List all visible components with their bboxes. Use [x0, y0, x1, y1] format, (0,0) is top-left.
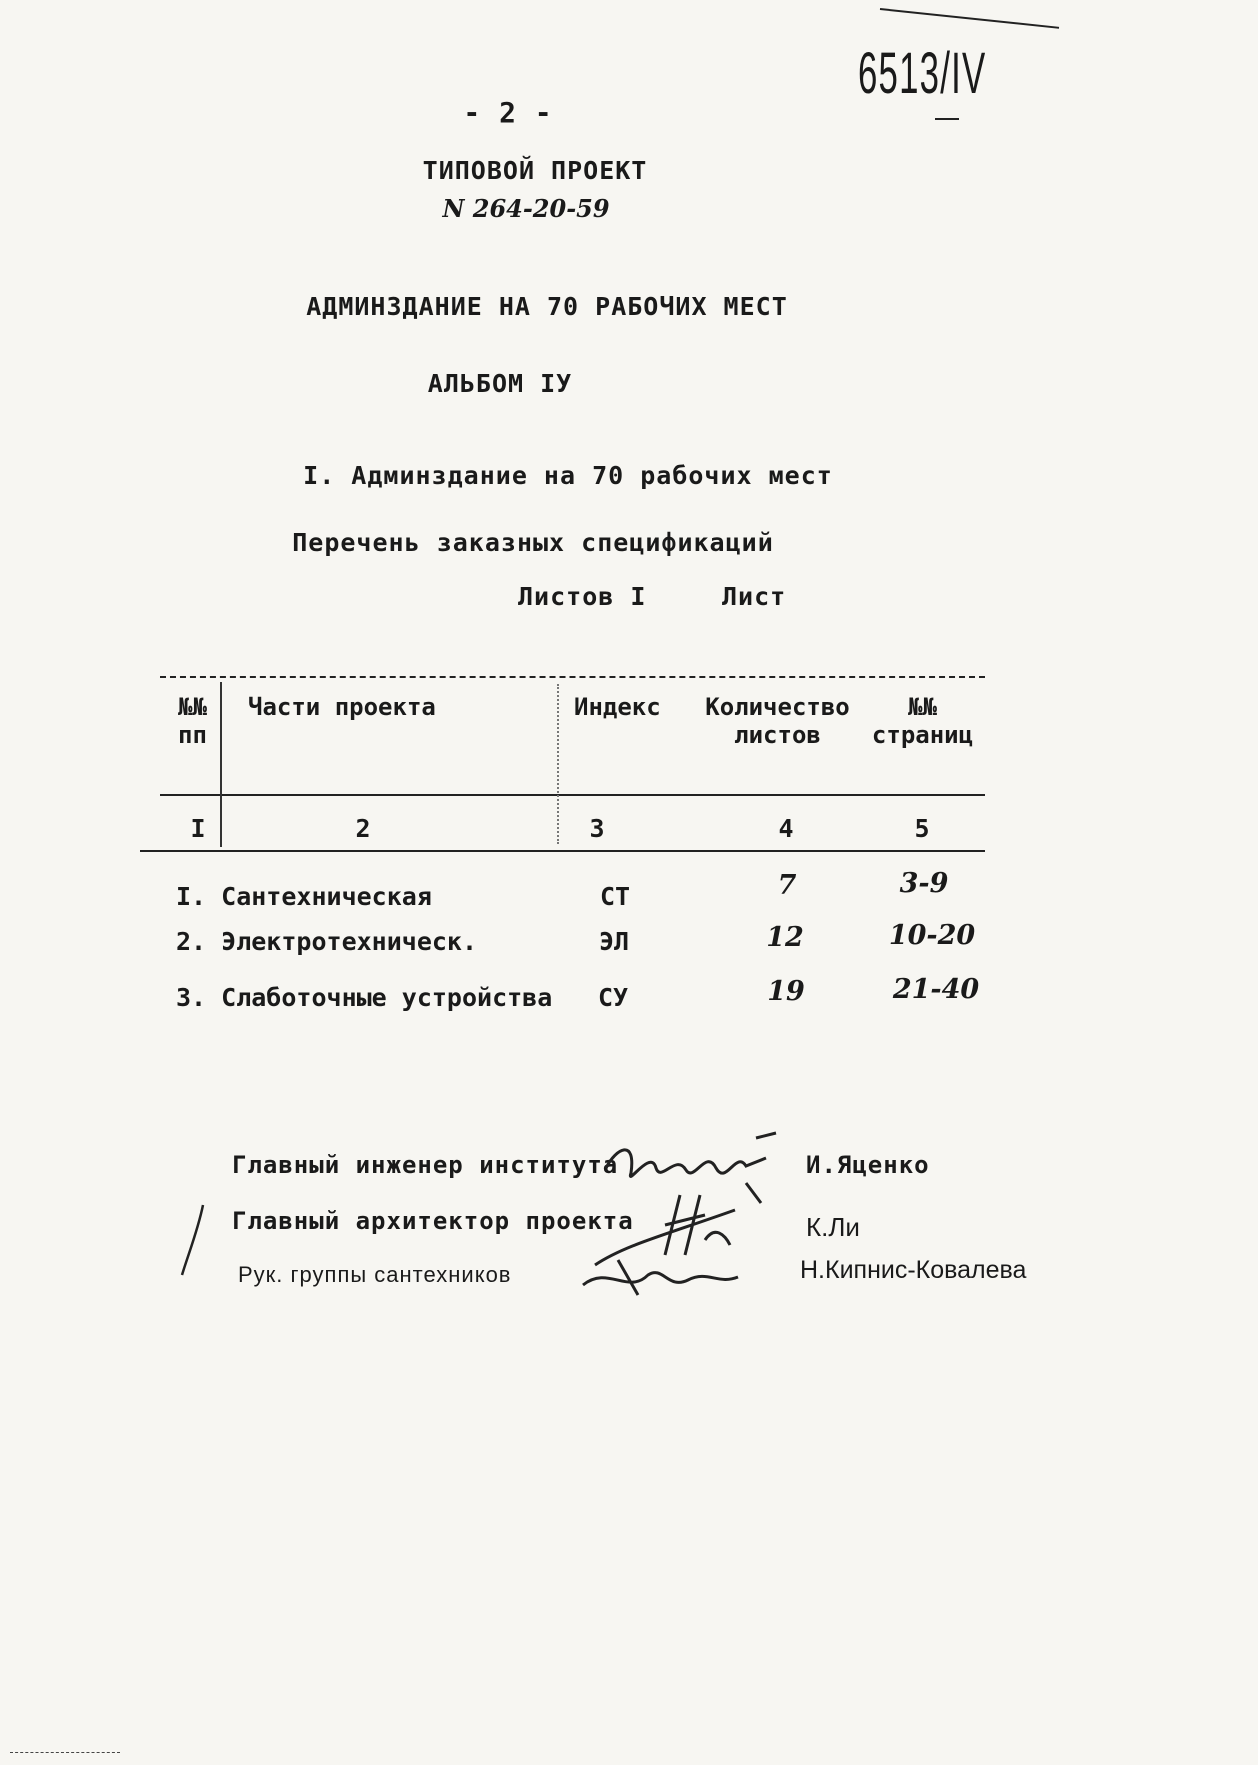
column-number-4: 4: [778, 814, 794, 843]
signatory-role: Рук. группы сантехников: [238, 1262, 512, 1287]
signatory-name: Н.Кипнис-Ковалева: [800, 1256, 1027, 1284]
building-title: АДМИНЗДАНИЕ НА 70 РАБОЧИХ МЕСТ: [306, 292, 788, 321]
project-number: N 264-20-59: [442, 194, 610, 223]
column-number-5: 5: [914, 814, 930, 843]
signatory-name: К.Ли: [806, 1212, 860, 1242]
row-index: СТ: [599, 882, 631, 911]
header-num: [170, 693, 215, 749]
section-title: I. Админздание на 70 рабочих мест: [303, 461, 833, 490]
bottom-edge-mark: [10, 1752, 120, 1753]
header-count-line2: листов: [734, 721, 821, 749]
signatory-role: Главный инженер института: [232, 1151, 619, 1179]
row-part: I. Сантехническая: [176, 882, 432, 911]
table-top-rule: [160, 676, 985, 678]
margin-stroke: [178, 1200, 208, 1280]
row-part: 3. Слаботочные устройства: [176, 983, 553, 1012]
column-number-1: I: [190, 814, 206, 843]
table-col-divider-1: [220, 682, 222, 847]
header-count: [700, 693, 855, 749]
row-index: СУ: [597, 983, 629, 1012]
sheets-count-label: Листов I: [518, 582, 647, 611]
album-title: АЛЬБОМ IУ: [427, 369, 573, 398]
row-count: 12: [766, 922, 804, 953]
document-type-label: ТИПОВОЙ ПРОЕКТ: [422, 156, 648, 185]
header-num-line1: №№: [178, 693, 207, 721]
column-number-2: 2: [355, 814, 371, 843]
table-header-rule: [160, 794, 985, 796]
row-pages: 3-9: [899, 868, 949, 899]
row-count: 19: [767, 976, 805, 1007]
row-part: 2. Электротехническ.: [176, 927, 478, 956]
row-pages: 21-40: [892, 974, 980, 1005]
column-number-3: 3: [589, 814, 605, 843]
sheet-label: Лист: [722, 582, 787, 611]
header-num-line2: пп: [178, 721, 207, 749]
header-parts: Части проекта: [248, 693, 436, 721]
page-number: - 2 -: [463, 96, 553, 129]
signatory-role: Главный архитектор проекта: [232, 1207, 634, 1235]
row-index: ЭЛ: [598, 927, 630, 956]
list-title: Перечень заказных спецификаций: [292, 528, 774, 557]
row-count: 7: [777, 870, 797, 901]
signature-group-head: [578, 1255, 758, 1305]
row-pages: 10-20: [888, 920, 976, 951]
header-pages-line2: страниц: [871, 721, 974, 749]
archive-stamp-number: 6513/IV: [858, 41, 987, 106]
stamp-underline: [935, 118, 959, 120]
table-col-divider-2: [557, 684, 559, 844]
header-pages-line1: №№: [908, 693, 937, 721]
header-count-line1: Количество: [705, 693, 850, 721]
header-pages: [870, 693, 975, 749]
header-index: Индекс: [574, 693, 661, 721]
signatory-name: И.Яценко: [806, 1151, 930, 1179]
top-edge-stroke: [880, 8, 1059, 29]
table-column-number-rule: [140, 850, 985, 852]
